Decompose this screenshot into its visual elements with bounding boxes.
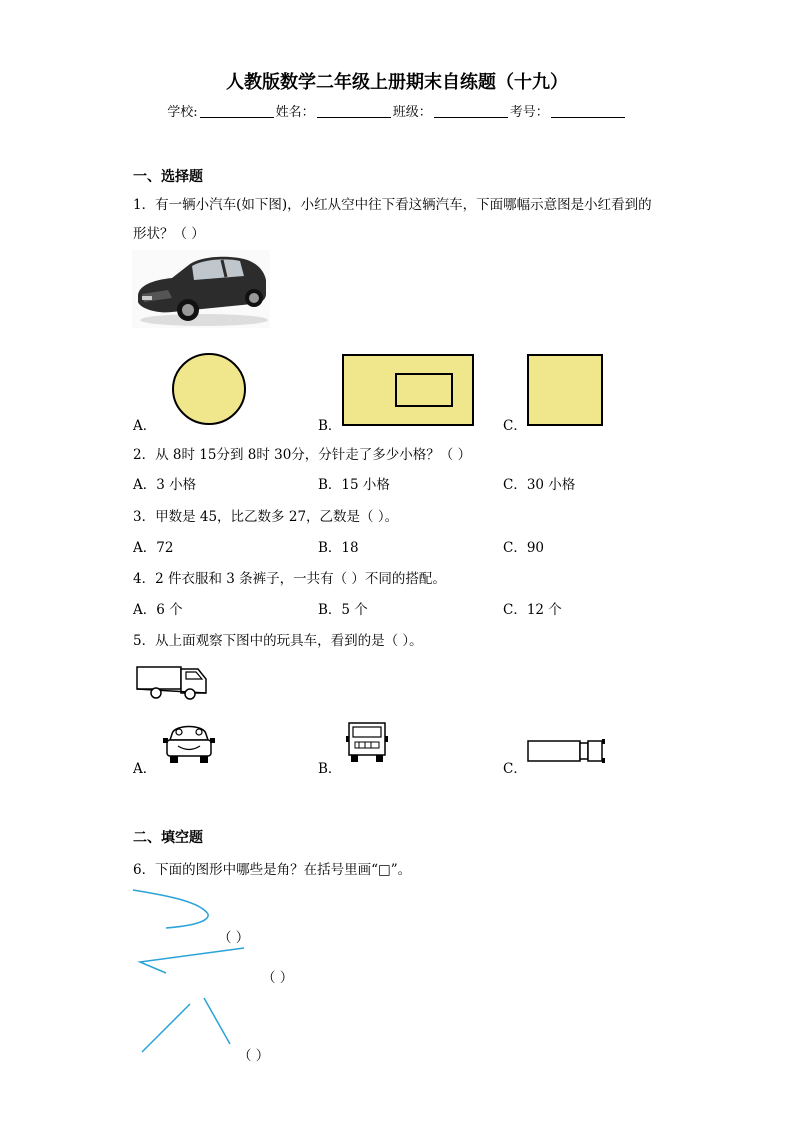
car-image <box>132 250 270 328</box>
question-3: 3．甲数是 45，比乙数多 27，乙数是（ ）。 <box>133 509 399 525</box>
question-1-option-c[interactable]: C． <box>503 418 527 434</box>
question-1-option-a[interactable]: A． <box>133 418 157 434</box>
answer-blank-3[interactable]: （ ） <box>238 1048 270 1064</box>
toy-truck-front-view <box>345 722 389 764</box>
answer-blank-1[interactable]: （ ） <box>218 930 250 946</box>
exam-no-label: 考号： <box>509 105 549 120</box>
student-info-line <box>0 101 794 120</box>
question-1-line1: 1．有一辆小汽车(如下图)，小红从空中往下看这辆汽车，下面哪幅示意图是小红看到的 <box>133 197 652 213</box>
rectangle-with-inner-rectangle-shape <box>342 354 474 426</box>
section-fill-heading: 二、填空题 <box>133 830 203 846</box>
question-1-line2: 形状？（ ） <box>133 226 205 242</box>
school-label: 学校: <box>167 105 198 120</box>
circle-shape <box>170 352 248 426</box>
question-2-option-b[interactable]: B．15 小格 <box>318 477 390 493</box>
square-shape <box>527 354 603 426</box>
question-3-option-a[interactable]: A．72 <box>133 540 174 556</box>
question-2-option-a[interactable]: A．3 小格 <box>133 477 197 493</box>
question-5-option-b[interactable]: B． <box>318 761 342 777</box>
question-2: 2．从 8时 15分到 8时 30分，分针走了多少小格？（ ） <box>133 447 472 463</box>
toy-car-front-view <box>162 720 216 766</box>
question-4-option-b[interactable]: B．5 个 <box>318 602 368 618</box>
question-4: 4．2 件衣服和 3 条裤子，一共有（ ）不同的搭配。 <box>133 571 446 587</box>
question-4-option-c[interactable]: C．12 个 <box>503 602 562 618</box>
figure-3-separate-lines <box>138 996 238 1054</box>
question-5: 5．从上面观察下图中的玩具车，看到的是（ ）。 <box>133 633 423 649</box>
question-2-option-c[interactable]: C．30 小格 <box>503 477 576 493</box>
class-blank[interactable] <box>434 105 508 118</box>
question-5-option-a[interactable]: A． <box>133 761 157 777</box>
class-label: 班级： <box>392 105 432 120</box>
question-4-option-a[interactable]: A．6 个 <box>133 602 183 618</box>
figure-2-angle-lines <box>134 944 250 978</box>
question-5-option-c[interactable]: C． <box>503 761 527 777</box>
question-6: 6．下面的图形中哪些是角？在括号里画“□”。 <box>133 862 412 878</box>
name-blank[interactable] <box>317 105 391 118</box>
answer-blank-2[interactable]: （ ） <box>262 970 294 986</box>
toy-truck-side-view <box>136 663 208 703</box>
school-blank[interactable] <box>200 105 274 118</box>
page-title: 人教版数学二年级上册期末自练题（十九） <box>226 72 568 93</box>
question-3-option-b[interactable]: B．18 <box>318 540 359 556</box>
name-label: 姓名： <box>275 105 315 120</box>
question-1-option-b[interactable]: B． <box>318 418 342 434</box>
figure-1-curved-lines <box>130 884 220 934</box>
question-3-option-c[interactable]: C．90 <box>503 540 545 556</box>
toy-truck-top-view <box>527 738 607 764</box>
exam-no-blank[interactable] <box>551 105 625 118</box>
section-choice-heading: 一、选择题 <box>133 169 203 185</box>
